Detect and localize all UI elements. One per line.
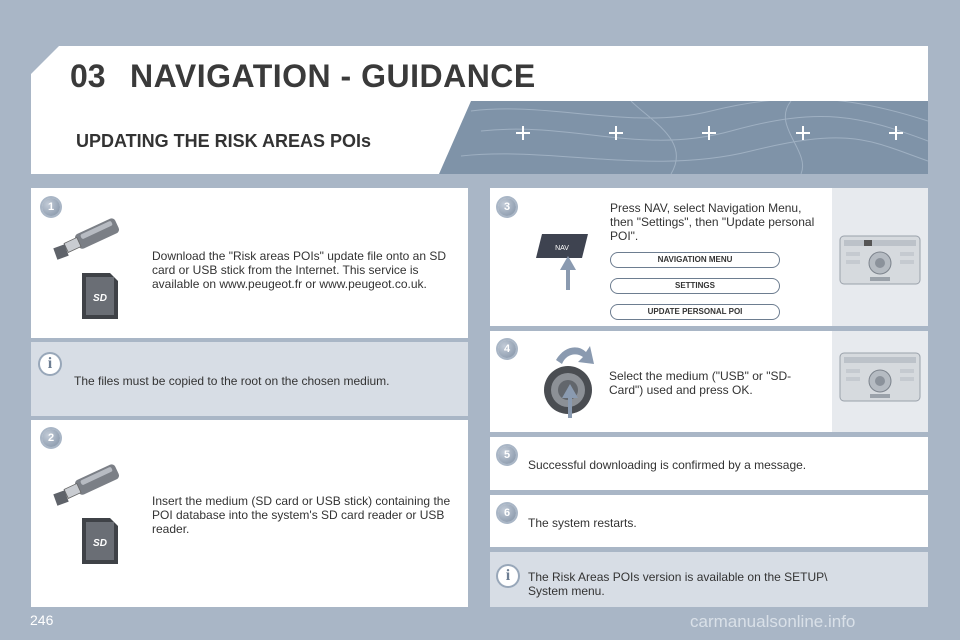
menu-item-settings: SETTINGS [610,278,780,294]
menu-item-navigation-menu: NAVIGATION MENU [610,252,780,268]
step-2-text: Insert the medium (SD card or USB stick) containing the POI database into the system's SD card reader or USB reader. [152,494,451,536]
chapter-number: 03 [70,58,106,94]
step-4-text: Select the medium ("USB" or "SD-Card") used and press OK. [609,369,792,397]
arrow-icon [556,346,594,364]
nav-key-label: NAV [555,245,569,252]
arrow-icon [560,256,576,290]
step-4-badge: 4 [498,340,516,358]
sd-card-icon [80,271,120,321]
section-title: UPDATING THE RISK AREAS POIs [76,131,372,151]
info-icon: i [498,566,518,586]
step-1-badge: 1 [42,198,60,216]
watermark: carmanualsonline.info [690,612,856,631]
info-2-text: The Risk Areas POIs version is available on the SETUP\ System menu. [528,570,828,598]
step-6-badge: 6 [498,504,516,522]
usb-stick-icon [52,212,132,262]
chapter-title: NAVIGATION - GUIDANCE [130,58,536,94]
svg-text:SD: SD [93,293,107,304]
step-3-text: Press NAV, select Navigation Menu, then "Settings", then "Update personal POI". [610,201,815,243]
svg-text:SD: SD [93,538,107,549]
usb-stick-icon [52,458,132,508]
step-6-text: The system restarts. [528,516,637,530]
radio-unit-icon [832,331,928,432]
info-1-text: The files must be copied to the root on the chosen medium. [74,374,390,388]
step-5-text: Successful downloading is confirmed by a message. [528,458,807,472]
sd-card-icon [80,516,120,566]
rotary-dial-image [536,338,606,420]
radio-unit-icon [832,188,928,326]
step-2-badge: 2 [42,429,60,447]
step-3-badge: 3 [498,198,516,216]
step-5-badge: 5 [498,446,516,464]
info-icon: i [40,354,60,374]
menu-item-update-personal-poi: UPDATE PERSONAL POI [610,304,780,320]
page-number: 246 [30,612,54,628]
step-1-text: Download the "Risk areas POIs" update file onto an SD card or USB stick from the Internet. This service is available on www.peugeot.fr or www.peugeot.co.uk. [152,249,447,291]
radio-unit-image [832,188,928,326]
nav-key-image [530,226,600,291]
radio-unit-image [832,331,928,432]
